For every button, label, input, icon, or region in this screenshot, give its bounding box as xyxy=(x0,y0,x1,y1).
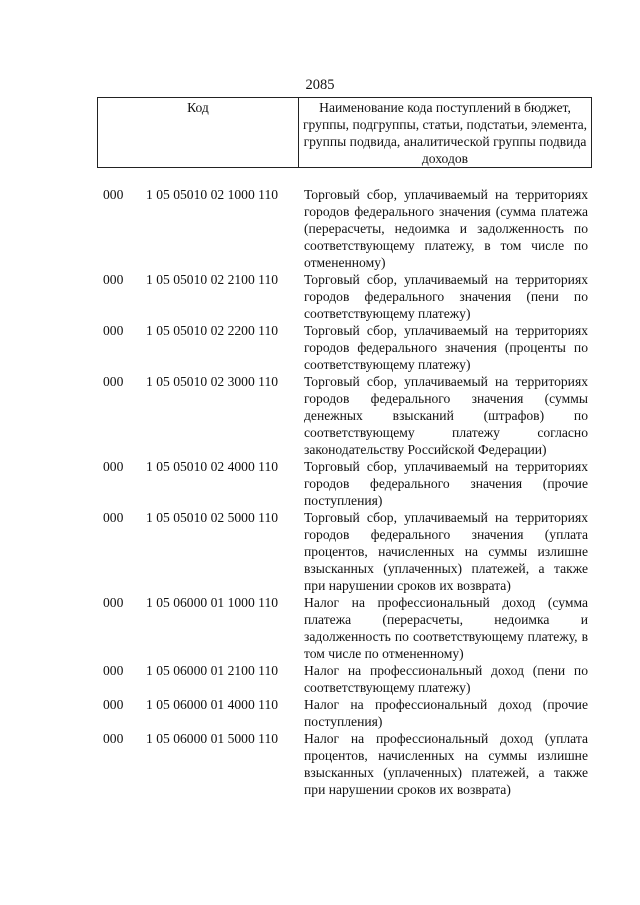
name-column-header: Наименование кода поступлений в бюджет, группы, подгруппы, статьи, подстатьи, элемента, группы подвида, аналитической группы подвида доходов xyxy=(299,98,592,168)
table-header xyxy=(97,97,592,168)
income-code: 1 05 05010 02 5000 110 xyxy=(146,510,279,525)
admin-code: 000 xyxy=(103,272,124,287)
income-description: Торговый сбор, уплачиваемый на территориях городов федерального значения (сумма платежа (перерасчеты, недоимка и задолженность по соответствующему платежу, в том числе по отмененному) xyxy=(304,187,588,270)
income-code: 1 05 05010 02 4000 110 xyxy=(146,459,279,474)
income-description: Торговый сбор, уплачиваемый на территориях городов федерального значения (проценты по соответствующему платежу) xyxy=(304,323,588,372)
admin-code: 000 xyxy=(103,731,124,746)
page-number: 2085 xyxy=(305,77,335,93)
admin-code: 000 xyxy=(103,663,124,678)
admin-code: 000 xyxy=(103,187,124,202)
income-description: Торговый сбор, уплачиваемый на территориях городов федерального значения (суммы денежных взысканий (штрафов) по соответствующему платежу согласно законодательству Российской Федерации) xyxy=(304,374,588,457)
admin-code: 000 xyxy=(103,374,124,389)
income-description: Торговый сбор, уплачиваемый на территориях городов федерального значения (пени по соответствующему платежу) xyxy=(304,272,588,321)
admin-code: 000 xyxy=(103,510,124,525)
code-list xyxy=(0,186,640,798)
income-description: Налог на профессиональный доход (уплата процентов, начисленных на суммы излишне взысканных (уплаченных) платежей, а также при нарушении сроков их возврата) xyxy=(304,731,588,797)
table-row xyxy=(0,594,640,662)
admin-code: 000 xyxy=(103,323,124,338)
income-code: 1 05 05010 02 2200 110 xyxy=(146,323,279,338)
table-row xyxy=(0,696,640,730)
admin-code: 000 xyxy=(103,595,124,610)
income-description: Налог на профессиональный доход (прочие поступления) xyxy=(304,697,588,729)
income-description: Торговый сбор, уплачиваемый на территориях городов федерального значения (прочие поступления) xyxy=(304,459,588,508)
income-code: 1 05 06000 01 2100 110 xyxy=(146,663,279,678)
table-row xyxy=(0,186,640,271)
table-row xyxy=(0,458,640,509)
income-description: Налог на профессиональный доход (пени по соответствующему платежу) xyxy=(304,663,588,695)
table-row xyxy=(0,509,640,594)
income-code: 1 05 06000 01 4000 110 xyxy=(146,697,279,712)
table-row xyxy=(0,730,640,798)
income-code: 1 05 05010 02 1000 110 xyxy=(146,187,279,202)
code-column-header: Код xyxy=(98,98,299,168)
income-code: 1 05 05010 02 2100 110 xyxy=(146,272,279,287)
income-description: Налог на профессиональный доход (сумма платежа (перерасчеты, недоимка и задолженность по соответствующему платежу, в том числе по отмененному) xyxy=(304,595,588,661)
admin-code: 000 xyxy=(103,459,124,474)
table-row xyxy=(0,662,640,696)
income-code: 1 05 05010 02 3000 110 xyxy=(146,374,279,389)
income-code: 1 05 06000 01 5000 110 xyxy=(146,731,279,746)
income-code: 1 05 06000 01 1000 110 xyxy=(146,595,279,610)
table-row xyxy=(0,373,640,458)
admin-code: 000 xyxy=(103,697,124,712)
table-row xyxy=(0,322,640,373)
income-description: Торговый сбор, уплачиваемый на территориях городов федерального значения (уплата процентов, начисленных на суммы излишне взысканных (уплаченных) платежей, а также при нарушении сроков их возврата) xyxy=(304,510,588,593)
table-header-row xyxy=(98,98,592,168)
table-row xyxy=(0,271,640,322)
